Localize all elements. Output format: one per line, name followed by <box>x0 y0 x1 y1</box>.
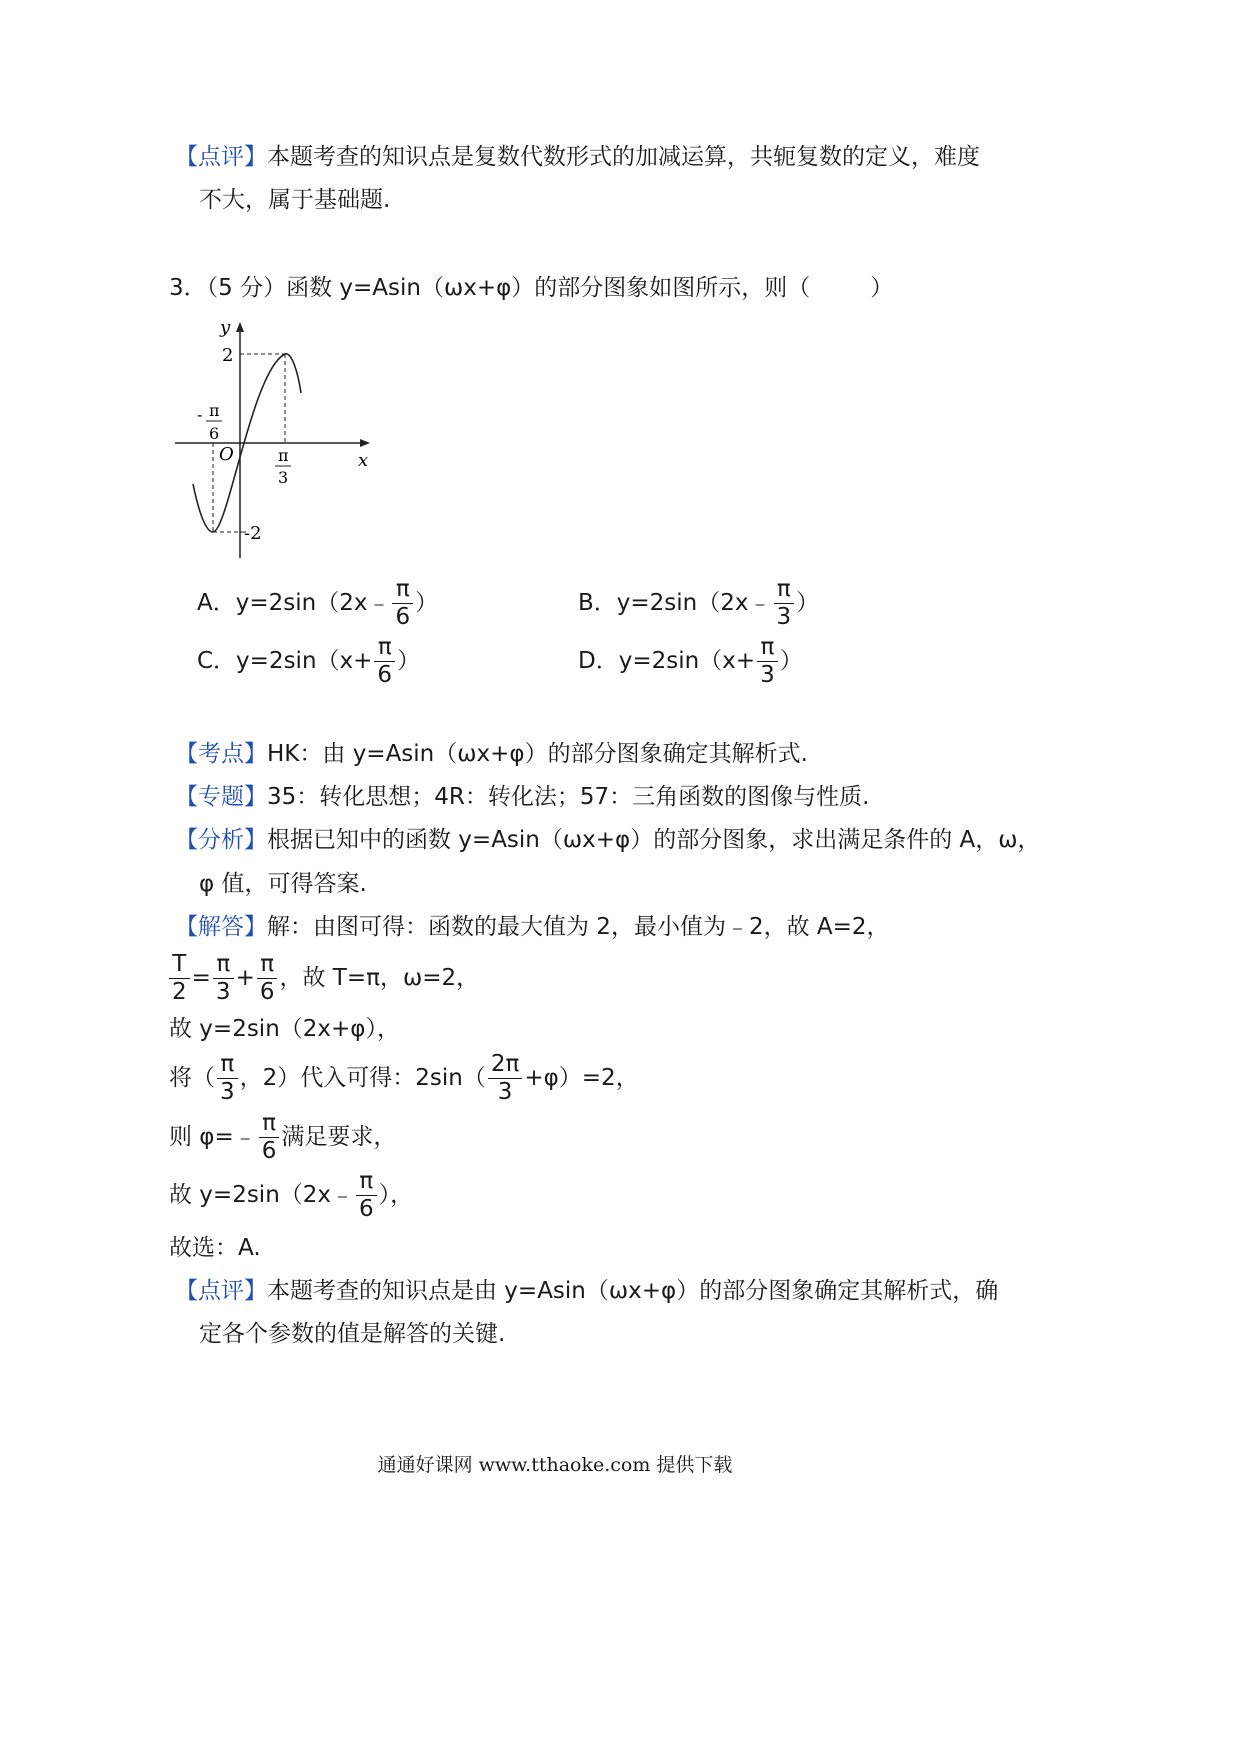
kaodian-line <box>175 743 808 766</box>
jieda-l2-frac1 <box>169 953 190 1004</box>
jieda-l6-den: 6 <box>359 1196 374 1222</box>
question-stem-close: ） <box>870 275 894 301</box>
option-a[interactable] <box>197 578 438 629</box>
review1-tag: 【点评】 <box>175 144 267 170</box>
zhuanti-tag: 【专题】 <box>175 784 267 810</box>
option-a-post: ） <box>415 590 439 616</box>
review2-line1 <box>175 1280 998 1303</box>
option-b-den: 3 <box>776 604 792 630</box>
option-a-pre: A．y=2sin（2x﹣ <box>197 590 391 616</box>
option-a-frac <box>392 578 413 629</box>
option-c-num: π <box>374 636 395 662</box>
jieda-l5-num: π <box>259 1112 280 1138</box>
option-d-pre: D．y=2sin（x+ <box>578 648 756 674</box>
review1-text: 本题考查的知识点是复数代数形式的加减运算，共轭复数的定义，难度 <box>267 144 980 170</box>
xpos-num: π <box>278 446 289 465</box>
jieda-l5-den: 6 <box>261 1138 277 1164</box>
jieda-l4-pre: 将（ <box>169 1065 215 1091</box>
jieda-l4-f1-den: 3 <box>220 1079 235 1105</box>
origin-label: O <box>219 444 234 465</box>
option-c-frac <box>374 636 395 687</box>
ymax-label: 2 <box>222 345 234 366</box>
jieda-l2-f2-num: π <box>213 953 234 979</box>
jieda-tag: 【解答】 <box>175 914 267 940</box>
option-d-den: 3 <box>760 662 775 688</box>
review1-line2: 不大，属于基础题. <box>199 187 391 213</box>
jieda-l2-f3-den: 6 <box>259 979 275 1005</box>
question-stem-text: 3．（5 分）函数 y=Asin（ωx+φ）的部分图象如图所示，则（ <box>169 275 811 301</box>
jieda-l4-frac1 <box>217 1053 238 1104</box>
review2-text: 本题考查的知识点是由 y=Asin（ωx+φ）的部分图象确定其解析式，确 <box>267 1278 999 1304</box>
option-b-pre: B．y=2sin（2x﹣ <box>578 590 772 616</box>
jieda-l6-num: π <box>356 1170 377 1196</box>
fenxi-tag: 【分析】 <box>175 827 267 853</box>
jieda-l4-f2-num: 2π <box>488 1053 522 1079</box>
jieda-line6 <box>169 1170 413 1221</box>
zhuanti-text: 35：转化思想；4R：转化法；57：三角函数的图像与性质. <box>267 784 870 810</box>
ymin-label: -2 <box>244 523 262 544</box>
jieda-text: 解：由图可得：函数的最大值为 2，最小值为﹣2，故 A=2， <box>267 914 890 940</box>
option-b[interactable] <box>578 578 819 629</box>
y-axis-arrow <box>236 322 244 332</box>
xneg-sign: - <box>197 405 203 424</box>
function-graph <box>170 318 380 563</box>
question-stem <box>169 277 893 300</box>
jieda-l2-eq: = <box>191 965 211 991</box>
zhuanti-line <box>175 786 869 809</box>
option-d-num: π <box>757 636 778 662</box>
fenxi-line2: φ 值，可得答案. <box>199 871 367 897</box>
kaodian-text: HK：由 y=Asin（ωx+φ）的部分图象确定其解析式. <box>267 741 808 767</box>
jieda-l2-frac3 <box>257 953 278 1004</box>
jieda-l6-frac <box>356 1170 377 1221</box>
jieda-line1 <box>175 916 890 939</box>
jieda-l4-frac2 <box>488 1053 522 1104</box>
jieda-line5 <box>169 1112 396 1163</box>
x-axis-label: x <box>358 450 369 471</box>
jieda-l2-plus: + <box>235 965 255 991</box>
option-d[interactable] <box>578 636 803 687</box>
fenxi-text: 根据已知中的函数 y=Asin（ωx+φ）的部分图象，求出满足条件的 A，ω， <box>267 827 1041 853</box>
jieda-l6-pre: 故 y=2sin（2x﹣ <box>169 1182 355 1208</box>
jieda-l5-pre: 则 φ=﹣ <box>169 1124 257 1150</box>
jieda-l2-frac2 <box>213 953 234 1004</box>
review2-tag: 【点评】 <box>175 1278 267 1304</box>
jieda-l2-f2-den: 3 <box>215 979 231 1005</box>
option-c-post: ） <box>397 648 421 674</box>
jieda-l4-f2-den: 3 <box>497 1079 513 1105</box>
xneg-den: 6 <box>209 424 220 443</box>
page-footer: 通通好课网 www.tthaoke.com 提供下载 <box>377 1454 733 1476</box>
jieda-l2-tail: ，故 T=π，ω=2， <box>279 965 480 991</box>
option-d-frac <box>757 636 778 687</box>
jieda-l2-f1-num: T <box>169 953 190 979</box>
option-a-num: π <box>392 578 413 604</box>
option-b-num: π <box>774 578 795 604</box>
option-a-den: 6 <box>395 604 411 630</box>
option-d-post: ） <box>779 648 803 674</box>
y-axis-label: y <box>220 318 231 338</box>
jieda-l6-tail: ）， <box>378 1182 414 1208</box>
jieda-l2-f3-num: π <box>257 953 278 979</box>
review2-line2: 定各个参数的值是解答的关键. <box>199 1321 506 1347</box>
jieda-line2 <box>167 953 479 1004</box>
jieda-line4 <box>169 1053 639 1104</box>
xneg-num: π <box>209 401 220 420</box>
review1-line1 <box>175 146 980 169</box>
fenxi-line1 <box>175 829 1041 852</box>
jieda-l4-tail: +φ）=2， <box>524 1065 639 1091</box>
x-axis-arrow <box>360 439 370 447</box>
option-c-pre: C．y=2sin（x+ <box>197 648 373 674</box>
jieda-l2-f1-den: 2 <box>172 979 187 1005</box>
jieda-line7: 故选：A. <box>169 1235 261 1261</box>
option-c[interactable] <box>197 636 420 687</box>
jieda-line3: 故 y=2sin（2x+φ）， <box>169 1016 400 1042</box>
option-c-den: 6 <box>377 662 393 688</box>
kaodian-tag: 【考点】 <box>175 741 267 767</box>
jieda-l4-mid: ，2）代入可得：2sin（ <box>239 1065 486 1091</box>
xpos-den: 3 <box>278 468 289 487</box>
option-b-frac <box>774 578 795 629</box>
jieda-l4-f1-num: π <box>217 1053 238 1079</box>
jieda-l5-tail: 满足要求， <box>281 1124 397 1150</box>
option-b-post: ） <box>796 590 820 616</box>
jieda-l5-frac <box>259 1112 280 1163</box>
